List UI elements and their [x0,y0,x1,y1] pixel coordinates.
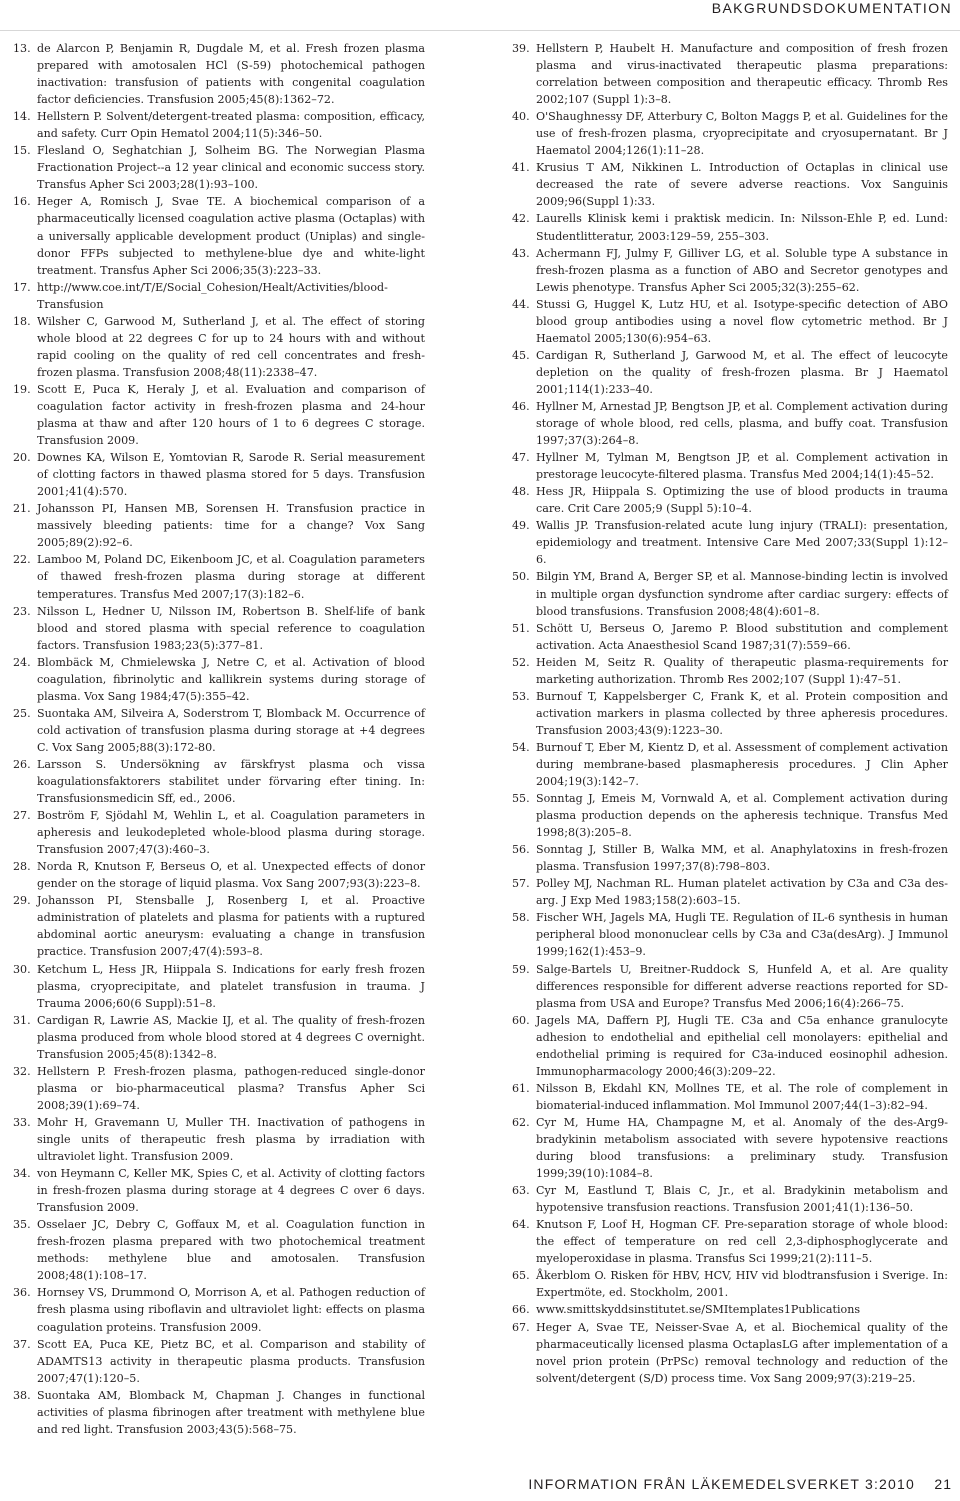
reference-number: 24. [13,655,31,669]
reference-text: Sonntag J, Stiller B, Walka MM, et al. Anaphylatoxins in fresh-frozen plasma. Transfusion 1997;37(8):798–803. [536,843,948,874]
reference-number: 42. [512,212,530,226]
reference-number: 67. [512,1320,530,1334]
reference-item [512,568,948,619]
reference-item [13,1063,425,1114]
reference-number: 63. [512,1184,530,1198]
reference-number: 36. [13,1286,31,1300]
reference-item [13,551,425,602]
reference-number: 40. [512,110,530,124]
reference-item [512,1012,948,1080]
reference-number: 64. [512,1218,530,1232]
reference-text: Boström F, Sjödahl M, Wehlin L, et al. Coagulation parameters in apheresis and leukodepleted whole-blood plasma during storage. Transfusion 2007;47(3):460–3. [37,809,425,857]
reference-number: 16. [13,195,31,209]
reference-text: Mohr H, Gravemann U, Muller TH. Inactivation of pathogens in single units of therapeutic fresh plasma by irradiation with ultraviolet light. Transfusion 2009. [37,1115,425,1164]
reference-text: Achermann FJ, Julmy F, Gilliver LG, et al. Soluble type A substance in fresh-frozen plasma as a function of ABO and Secretor genotypes and Lewis phenotype. Transfus Apher Sci 2005;32(3):255–62. [536,246,948,294]
reference-text: Hellstern P. Fresh-frozen plasma, pathogen-reduced single-donor plasma or bio-pharmaceutical plasma? Transfus Apher Sci 2008;39(1):69–74. [37,1064,425,1112]
reference-text: Nilsson L, Hedner U, Nilsson IM, Robertson B. Shelf-life of bank blood and stored plasma with special reference to coagulation factors. Transfusion 1983;23(5):377–81. [37,604,425,652]
reference-text: Schött U, Berseus O, Jaremo P. Blood substitution and complement activation. Acta Anaesthesiol Scand 1987;31(7):559–66. [536,621,948,652]
reference-text: Heiden M, Seitz R. Quality of therapeutic plasma-requirements for marketing authorization. Thromb Res 2002;107 (Suppl 1):47–51. [536,655,948,686]
reference-text: von Heymann C, Keller MK, Spies C, et al. Activity of clotting factors in fresh-frozen plasma during storage at 4 degrees C over 6 days. Transfusion 2009. [37,1167,425,1215]
reference-text: Hornsey VS, Drummond O, Morrison A, et al. Pathogen reduction of fresh plasma using riboflavin and ultraviolet light: effects on plasma coagulation proteins. Transfusion 2009. [37,1286,425,1334]
reference-item [512,517,948,568]
reference-number: 51. [512,621,530,635]
reference-item [13,500,425,551]
reference-text: Polley MJ, Nachman RL. Human platelet activation by C3a and C3a des-arg. J Exp Med 1983;158(2):603–15. [536,877,948,908]
reference-item [512,1319,948,1387]
reference-item [512,108,948,159]
reference-item [512,159,948,210]
reference-item [13,1387,425,1438]
reference-item [512,210,948,244]
reference-number: 37. [13,1337,31,1351]
reference-text: Cyr M, Eastlund T, Blais C, Jr., et al. Bradykinin metabolism and hypotensive transfusion reactions. Transfusion 2001;41(1):136–50. [536,1184,948,1215]
reference-text: Sonntag J, Emeis M, Vornwald A, et al. Complement activation during plasma production depends on the apheresis technique. Transfus Med 1998;8(3):205–8. [536,792,948,840]
reference-text: Scott EA, Puca KE, Pietz BC, et al. Comparison and stability of ADAMTS13 activity in therapeutic plasma products. Transfusion 2007;47(1):120–5. [37,1337,425,1385]
reference-text: Hyllner M, Arnestad JP, Bengtson JP, et al. Complement activation during storage of whole blood, red cells, plasma, and buffy coat. Transfusion 1997;37(3):264–8. [536,399,948,448]
reference-item [13,1336,425,1387]
reference-item [13,1216,425,1284]
reference-text: Lamboo M, Poland DC, Eikenboom JC, et al. Coagulation parameters of thawed fresh-frozen plasma during storage at different temperatures. Transfus Med 2007;17(3):182–6. [37,553,425,601]
reference-text: Nilsson B, Ekdahl KN, Mollnes TE, et al. The role of complement in biomaterial-induced inflammation. Mol Immunol 2007;44(1–3):82–94. [536,1081,948,1112]
reference-item [512,1114,948,1182]
reference-text: Suontaka AM, Blomback M, Chapman J. Changes in functional activities of plasma fibrinogen after treatment with methylene blue and red light. Transfusion 2003;43(5):568–75. [37,1388,425,1436]
reference-item [13,1114,425,1165]
reference-text: Laurells Klinisk kemi i praktisk medicin. In: Nilsson-Ehle P, ed. Lund: Studentlitteratur, 2003:129–59, 255–303. [536,212,948,243]
reference-text: Hellstern P. Solvent/detergent-treated plasma: composition, efficacy, and safety. Curr Opin Hematol 2004;11(5):346–50. [37,110,425,141]
reference-number: 58. [512,911,530,925]
reference-number: 31. [13,1013,31,1027]
reference-item [13,1165,425,1216]
reference-number: 29. [13,894,31,908]
reference-number: 47. [512,451,530,465]
reference-text: Jagels MA, Daffern PJ, Hugli TE. C3a and C5a enhance granulocyte adhesion to endothelial and epithelial cell monolayers: epithelial and endothelial priming is required for C3a-induced eosinophil adhesion. Immunopharmacology 2000;46(3):209–22. [536,1013,948,1078]
reference-text: Krusius T AM, Nikkinen L. Introduction of Octaplas in clinical use decreased the rate of severe adverse reactions. Vox Sanguinis 2009;96(Suppl 1):33. [536,161,948,209]
reference-item [512,1301,948,1318]
reference-text: Scott E, Puca K, Heraly J, et al. Evaluation and comparison of coagulation factor activity in fresh-frozen plasma and 24-hour plasma at thaw and after 120 hours of 1 to 6 degrees C storage. Transfusion 2009. [37,382,425,448]
reference-text: http://www.coe.int/T/E/Social_Cohesion/Healt/Activities/blood-Transfusion [37,280,388,311]
reference-text: Cardigan R, Lawrie AS, Mackie IJ, et al. The quality of fresh-frozen plasma produced from whole blood stored at 4 degrees C overnight. Transfusion 2005;45(8):1342–8. [37,1013,425,1061]
reference-text: de Alarcon P, Benjamin R, Dugdale M, et al. Fresh frozen plasma prepared with amotosalen HCl (S-59) photochemical pathogen inactivation: transfusion of patients with congenital coagulation factor deficiencies. Transfusion 2005;45(8):1362–72. [37,42,425,107]
reference-number: 57. [512,877,530,891]
reference-number: 39. [512,42,530,55]
page-number: 21 [934,1476,952,1492]
reference-item [512,620,948,654]
reference-item [512,1267,948,1301]
reference-item [512,790,948,841]
reference-text: Burnouf T, Eber M, Kientz D, et al. Assessment of complement activation during membrane-based plasmapheresis procedures. J Clin Apher 2004;19(3):142–7. [536,740,948,789]
reference-text: Johansson PI, Hansen MB, Sorensen H. Transfusion practice in massively bleeding patients: time for a change? Vox Sang 2005;89(2):92–6. [37,502,425,550]
reference-text: Cyr M, Hume HA, Champagne M, et al. Anomaly of the des-Arg9-bradykinin metabolism associated with severe hypotensive reactions during blood transfusions: a preliminary study. Transfusion 1999;39(10):1084–8. [536,1115,948,1181]
reference-text: Knutson F, Loof H, Hogman CF. Pre-separation storage of whole blood: the effect of temperature on red cell 2,3-diphosphoglycerate and myeloperoxidase in plasma. Transfus Sci 1999;21(2):111–5. [536,1218,948,1266]
reference-number: 66. [512,1303,530,1317]
reference-text: Cardigan R, Sutherland J, Garwood M, et al. The effect of leucocyte depletion on the quality of fresh-frozen plasma. Br J Haematol 2001;114(1):233–40. [536,348,948,396]
reference-item [512,1216,948,1267]
reference-item [13,654,425,705]
reference-item [13,40,425,108]
reference-item [13,279,425,313]
reference-number: 38. [13,1388,31,1402]
reference-text: Suontaka AM, Silveira A, Soderstrom T, Blomback M. Occurrence of cold activation of transfusion plasma during storage at +4 degrees C. Vox Sang 2005;88(3):172-80. [37,706,425,754]
reference-item [512,40,948,108]
reference-number: 26. [13,757,31,771]
reference-item [13,961,425,1012]
reference-text: Flesland O, Seghatchian J, Solheim BG. The Norwegian Plasma Fractionation Project--a 12 year clinical and economic success story. Transfus Apher Sci 2003;28(1):93–100. [37,144,425,192]
reference-text: Burnouf T, Kappelsberger C, Frank K, et al. Protein composition and activation markers in plasma collected by three apheresis procedures. Transfusion 2003;43(9):1223–30. [536,689,948,737]
reference-number: 62. [512,1115,530,1129]
reference-number: 33. [13,1115,31,1129]
reference-text: Salge-Bartels U, Breitner-Ruddock S, Hunfeld A, et al. Are quality differences responsible for different adverse reactions reported for SD-plasma from USA and Europe? Transfus Med 2006;16(4):266–75. [536,962,948,1010]
reference-number: 23. [13,604,31,618]
reference-number: 28. [13,860,31,874]
reference-item [512,961,948,1012]
reference-item [512,1080,948,1114]
reference-item [512,398,948,449]
reference-text: O'Shaughnessy DF, Atterbury C, Bolton Maggs P, et al. Guidelines for the use of fresh-frozen plasma, cryoprecipitate and cryosupernatant. Br J Haematol 2004;126(1):11–28. [536,110,948,158]
reference-text: Hess JR, Hiippala S. Optimizing the use of blood products in trauma care. Crit Care 2005;9 (Suppl 5):10–4. [536,485,948,516]
reference-text: Hellstern P, Haubelt H. Manufacture and composition of fresh frozen plasma and virus-inactivated therapeutic plasma preparations: correlation between composition and therapeutic efficacy. Thromb Res 2002;107 (Suppl 1):3–8. [536,42,948,107]
reference-number: 18. [13,314,31,328]
page-header [0,0,960,31]
reference-item [512,739,948,790]
reference-item [13,807,425,858]
reference-column-right [512,40,948,1387]
reference-number: 55. [512,792,530,806]
reference-number: 43. [512,246,530,260]
reference-number: 56. [512,843,530,857]
reference-item [13,756,425,807]
reference-number: 46. [512,399,530,413]
reference-number: 45. [512,348,530,362]
reference-item [13,381,425,449]
reference-item [512,245,948,296]
reference-text: Osselaer JC, Debry C, Goffaux M, et al. Coagulation function in fresh-frozen plasma prepared with two photochemical treatment methods: methylene blue and amotosalen. Transfusion 2008;48(1):108–17. [37,1218,425,1283]
reference-number: 48. [512,485,530,499]
reference-number: 54. [512,740,530,754]
reference-number: 34. [13,1167,31,1181]
reference-number: 17. [13,280,31,294]
reference-item [512,688,948,739]
reference-text: Stussi G, Huggel K, Lutz HU, et al. Isotype-specific detection of ABO blood group antibodies using a novel flow cytometric method. Br J Haematol 2005;130(6):954–63. [536,297,948,345]
reference-item [512,296,948,347]
reference-item [512,654,948,688]
reference-item [13,313,425,381]
reference-number: 15. [13,144,31,158]
reference-number: 13. [13,42,31,55]
reference-number: 30. [13,962,31,976]
reference-item [512,909,948,960]
reference-text: www.smittskyddsinstitutet.se/SMItemplates1Publications [536,1303,861,1317]
reference-number: 22. [13,553,31,567]
reference-item [13,142,425,193]
reference-text: Bilgin YM, Brand A, Berger SP, et al. Mannose-binding lectin is involved in multiple organ dysfunction syndrome after cardiac surgery: effects of blood transfusions. Transfusion 2008;48(4):601–8. [536,570,948,618]
reference-text: Heger A, Romisch J, Svae TE. A biochemical comparison of a pharmaceutically licensed coagulation active plasma (Octaplas) with a universally applicable development product (Uniplas) and single-donor FFPs subjected to methylene-blue dye and white-light treatment. Transfus Apher Sci 2006;35(3):223–33. [37,195,425,277]
reference-text: Fischer WH, Jagels MA, Hugli TE. Regulation of IL-6 synthesis in human peripheral blood mononuclear cells by C3a and C3a(desArg). J Immunol 1999;162(1):453–9. [536,911,948,959]
reference-item [512,875,948,909]
reference-item [13,705,425,756]
reference-item [13,858,425,892]
reference-text: Blombäck M, Chmielewska J, Netre C, et al. Activation of blood coagulation, fibrinolytic and kallikrein systems during storage of plasma. Vox Sang 1984;47(5):355–42. [37,655,425,703]
reference-number: 21. [13,502,31,516]
reference-number: 44. [512,297,530,311]
reference-item [512,449,948,483]
reference-item [512,347,948,398]
reference-number: 19. [13,382,31,396]
reference-number: 49. [512,519,530,533]
reference-number: 20. [13,451,31,465]
reference-item [512,1182,948,1216]
reference-item [512,841,948,875]
reference-number: 65. [512,1269,530,1283]
reference-number: 14. [13,110,31,124]
reference-item [13,1284,425,1335]
reference-number: 59. [512,962,530,976]
reference-text: Ketchum L, Hess JR, Hiippala S. Indications for early fresh frozen plasma, cryoprecipitate, and platelet transfusion in trauma. J Trauma 2006;60(6 Suppl):51–8. [37,962,425,1010]
reference-number: 60. [512,1013,530,1027]
reference-text: Downes KA, Wilson E, Yomtovian R, Sarode R. Serial measurement of clotting factors in thawed plasma stored for 5 days. Transfusion 2001;41(4):570. [37,451,425,499]
reference-text: Wilsher C, Garwood M, Sutherland J, et al. The effect of storing whole blood at 22 degrees C for up to 24 hours with and without rapid cooling on the quality of red cell concentrates and fresh-frozen plasma. Transfusion 2008;48(11):2338–47. [37,314,425,379]
reference-item [13,892,425,960]
reference-number: 61. [512,1081,530,1095]
reference-text: Norda R, Knutson F, Berseus O, et al. Unexpected effects of donor gender on the storage of liquid plasma. Vox Sang 2007;93(3):223–8. [37,860,425,891]
reference-item [13,603,425,654]
reference-text: Hyllner M, Tylman M, Bengtson JP, et al. Complement activation in prestorage leucocyte-filtered plasma. Transfus Med 2004;14(1):45–52. [536,451,948,482]
reference-number: 27. [13,809,31,823]
reference-text: Johansson PI, Stensballe J, Rosenberg I, et al. Proactive administration of platelets and plasma for patients with a ruptured abdominal aortic aneurysm: evaluating a change in transfusion practice. Transfusion 2007;47(4):593–8. [37,894,425,959]
reference-number: 41. [512,161,530,175]
reference-item [13,193,425,278]
reference-text: Åkerblom O. Risken för HBV, HCV, HIV vid blodtransfusion i Sverige. In: Expertmöte, ed. Stockholm, 2001. [536,1269,948,1300]
reference-number: 32. [13,1064,31,1078]
reference-number: 52. [512,655,530,669]
page-footer [0,1470,960,1501]
reference-column-left [13,40,425,1438]
reference-item [512,483,948,517]
reference-number: 35. [13,1218,31,1232]
reference-number: 53. [512,689,530,703]
reference-item [13,108,425,142]
reference-number: 25. [13,706,31,720]
reference-number: 50. [512,570,530,584]
reference-text: Wallis JP. Transfusion-related acute lung injury (TRALI): presentation, epidemiology and treatment. Intensive Care Med 2007;33(Suppl 1):12–6. [536,519,948,567]
reference-item [13,1012,425,1063]
reference-text: Larsson S. Undersökning av färskfryst plasma och vissa koagulationsfaktorers stabilitet under förvaring efter tining. In: Transfusionsmedicin Sff, ed., 2006. [37,757,425,806]
reference-text: Heger A, Svae TE, Neisser-Svae A, et al. Biochemical quality of the pharmaceutically licensed plasma OctaplasLG after implementation of a novel prion protein (PrPSc) removal technology and reduction of the solvent/detergent (S/D) process time. Vox Sang 2009;97(3):219–25. [536,1320,948,1385]
publication-name: INFORMATION FRÅN LÄKEMEDELSVERKET 3:2010 [528,1476,915,1492]
reference-item [13,449,425,500]
section-title: BAKGRUNDSDOKUMENTATION [711,0,952,16]
